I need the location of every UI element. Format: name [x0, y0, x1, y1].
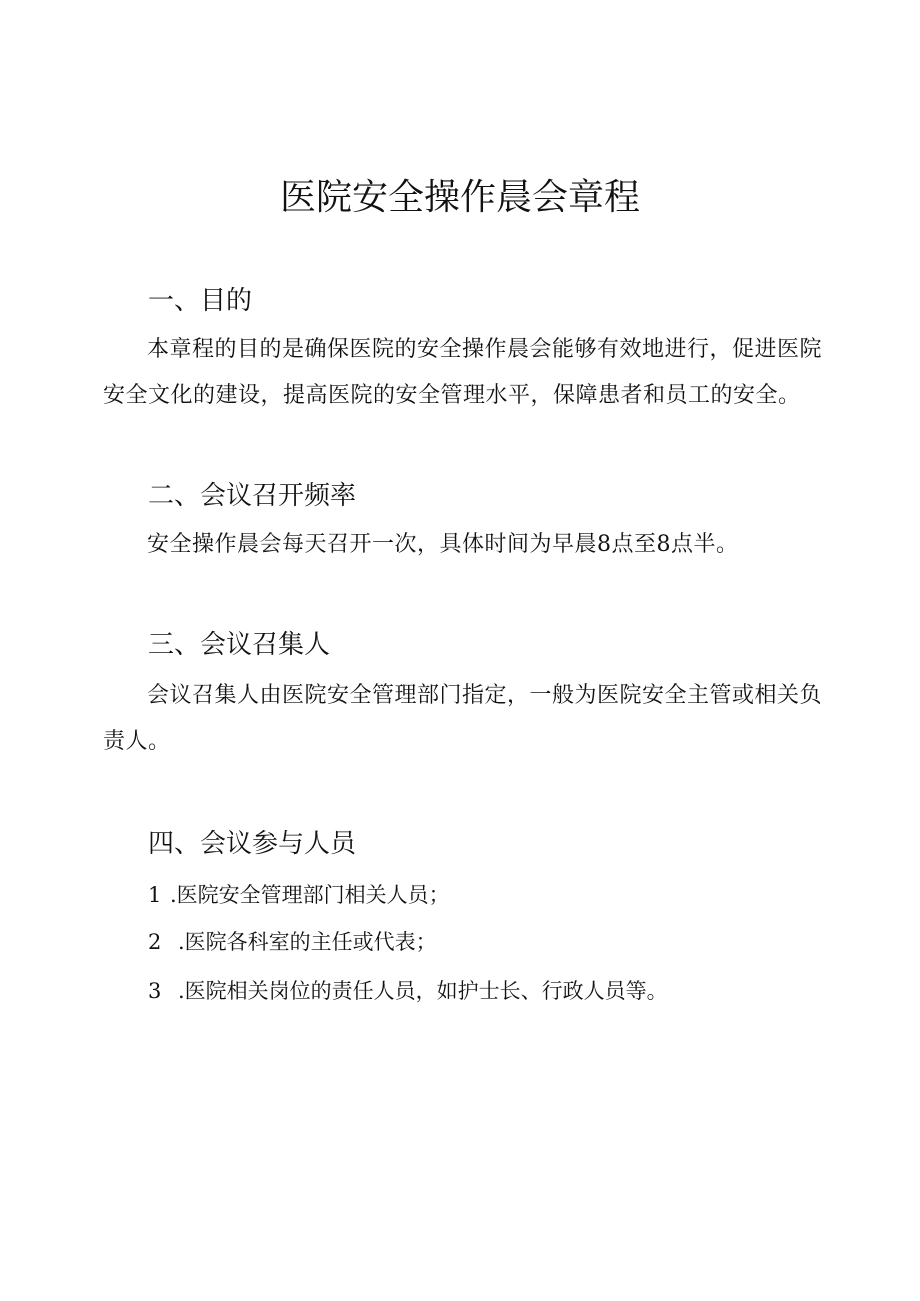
list-item-text: .医院各科室的主任或代表； — [178, 930, 437, 954]
list-item — [148, 975, 668, 1007]
list-item-number: 2 — [148, 930, 162, 954]
section-paragraph-frequency: 安全操作晨会每天召开一次，具体时间为早晨8点至8点半。 — [147, 532, 739, 557]
document-title: 医院安全操作晨会章程 — [279, 177, 640, 218]
list-item — [148, 926, 437, 958]
section-heading-purpose: 一、目的 — [148, 286, 253, 316]
list-item-text: .医院相关岗位的责任人员，如护士长、行政人员等。 — [178, 979, 668, 1003]
list-item-number: 1 — [148, 883, 162, 907]
list-item-number: 3 — [148, 979, 162, 1003]
section-heading-frequency: 二、会议召开频率 — [148, 481, 357, 511]
section-paragraph-convener: 会议召集人由医院安全管理部门指定，一般为医院安全主管或相关负责人。 — [103, 683, 823, 754]
list-item — [148, 879, 450, 911]
section-paragraph-purpose: 本章程的目的是确保医院的安全操作晨会能够有效地进行，促进医院安全文化的建设，提高医院的安全管理水平，保障患者和员工的安全。 — [103, 337, 823, 408]
list-item-text: .医院安全管理部门相关人员； — [170, 883, 450, 907]
section-heading-convener: 三、会议召集人 — [148, 630, 331, 660]
section-heading-participants: 四、会议参与人员 — [148, 829, 357, 859]
